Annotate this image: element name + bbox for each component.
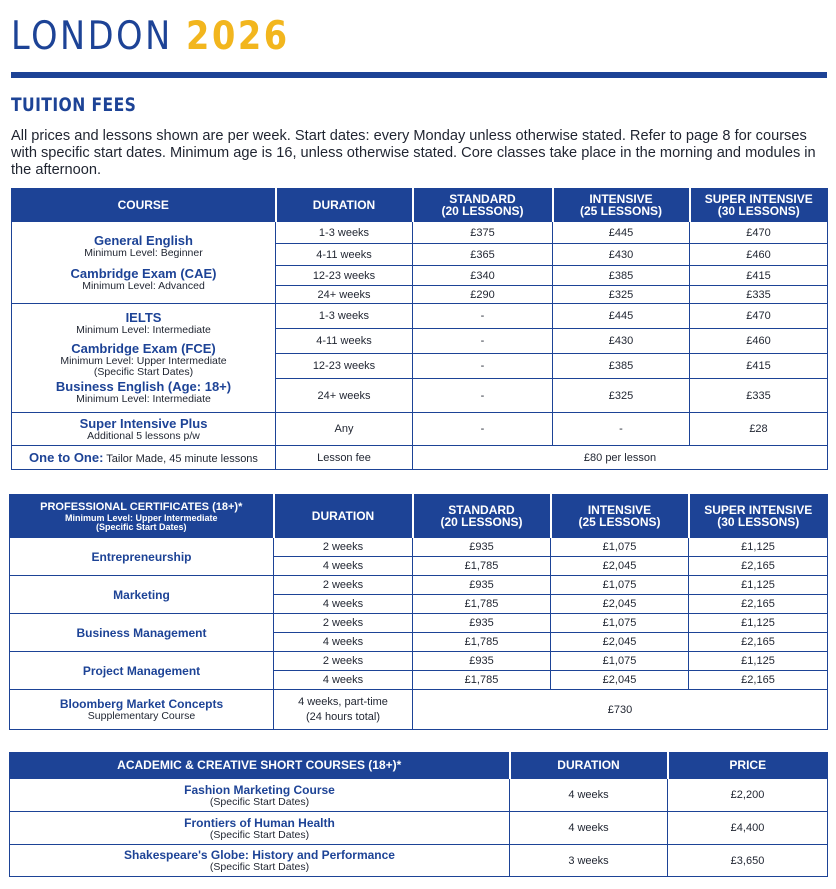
header-standard-sub: (20 LESSONS) bbox=[440, 515, 523, 529]
duration-cell: 1-3 weeks bbox=[276, 304, 413, 329]
duration-cell: 4-11 weeks bbox=[276, 244, 413, 266]
duration-cell: 4 weeks bbox=[274, 595, 413, 614]
duration-cell bbox=[274, 690, 413, 730]
price-cell: - bbox=[413, 379, 553, 413]
course-name: Cambridge Exam (FCE) bbox=[71, 341, 216, 356]
price-cell: £385 bbox=[553, 266, 690, 286]
price-cell: £385 bbox=[553, 354, 690, 379]
header-course-sub2: (Specific Start Dates) bbox=[95, 521, 187, 532]
header-standard-label: STANDARD bbox=[449, 191, 516, 206]
price-cell: £2,165 bbox=[689, 671, 828, 690]
price-cell: £325 bbox=[553, 379, 690, 413]
duration-cell: 2 weeks bbox=[274, 652, 413, 671]
duration-cell: 4 weeks bbox=[510, 779, 668, 812]
header-course-sub1: Minimum Level: Upper Intermediate bbox=[64, 512, 218, 523]
short-courses-table bbox=[9, 752, 828, 877]
price-cell: £1,125 bbox=[689, 538, 828, 557]
table-row bbox=[12, 222, 828, 244]
price-cell: £375 bbox=[413, 222, 553, 244]
table-row bbox=[10, 779, 828, 812]
course-name: Marketing bbox=[10, 576, 274, 614]
price-cell: £935 bbox=[413, 538, 551, 557]
price-cell: £28 bbox=[690, 413, 828, 446]
course-cell bbox=[10, 779, 510, 812]
price-cell: £290 bbox=[413, 286, 553, 304]
duration-cell: Lesson fee bbox=[276, 446, 413, 470]
duration-cell: 12-23 weeks bbox=[276, 354, 413, 379]
price-cell: £1,785 bbox=[413, 671, 551, 690]
price-cell: £2,165 bbox=[689, 633, 828, 652]
price-cell: £2,045 bbox=[551, 595, 689, 614]
table-row bbox=[10, 845, 828, 877]
course-name: IELTS bbox=[125, 310, 162, 325]
header-intensive-sub: (25 LESSONS) bbox=[579, 204, 663, 218]
title-rule bbox=[11, 72, 827, 78]
course-name: General English bbox=[94, 232, 193, 248]
price-cell: £2,045 bbox=[551, 633, 689, 652]
duration-cell: 2 weeks bbox=[274, 576, 413, 595]
course-min-level: Minimum Level: Advanced bbox=[82, 279, 205, 292]
price-cell: £1,075 bbox=[551, 652, 689, 671]
header-super-sub: (30 LESSONS) bbox=[717, 515, 800, 529]
price-cell: £340 bbox=[413, 266, 553, 286]
duration-cell: 4 weeks bbox=[274, 557, 413, 576]
price-cell: £1,075 bbox=[551, 576, 689, 595]
table-row bbox=[10, 812, 828, 845]
course-note: Additional 5 lessons p/w bbox=[87, 429, 200, 442]
duration-cell: Any bbox=[276, 413, 413, 446]
course-name: Cambridge Exam (CAE) bbox=[70, 265, 217, 281]
header-price: PRICE bbox=[668, 753, 828, 779]
duration-sub: (24 hours total) bbox=[306, 711, 380, 723]
price-cell: £430 bbox=[553, 329, 690, 354]
price-cell: - bbox=[413, 354, 553, 379]
course-cell bbox=[10, 812, 510, 845]
price-cell: - bbox=[413, 329, 553, 354]
table-row bbox=[10, 538, 828, 557]
header-super-label: SUPER INTENSIVE bbox=[704, 502, 813, 517]
tuition-table bbox=[11, 188, 828, 470]
table-header-row bbox=[10, 753, 828, 779]
price-cell: £4,400 bbox=[668, 812, 828, 845]
course-name: One to One: bbox=[29, 449, 104, 465]
table-row bbox=[10, 614, 828, 633]
price-cell: £470 bbox=[690, 304, 828, 329]
price-cell: £1,125 bbox=[689, 652, 828, 671]
header-super-sub: (30 LESSONS) bbox=[717, 204, 800, 218]
course-name: Business English (Age: 18+) bbox=[55, 379, 232, 394]
course-start-note: (Specific Start Dates) bbox=[209, 861, 310, 873]
professional-certificates-table bbox=[9, 494, 828, 730]
price-cell: £2,045 bbox=[551, 671, 689, 690]
duration-cell: 12-23 weeks bbox=[276, 266, 413, 286]
course-min-level: Minimum Level: Intermediate bbox=[76, 324, 211, 336]
table-header-row bbox=[10, 495, 828, 538]
price-cell: £460 bbox=[690, 244, 828, 266]
course-name: Shakespeare's Globe: History and Performance bbox=[124, 848, 395, 862]
price-cell: £1,125 bbox=[689, 576, 828, 595]
header-intensive-label: INTENSIVE bbox=[589, 191, 653, 206]
intro-text: All prices and lessons shown are per week. Start dates: every Monday unless otherwise stated. Refer to page 8 for courses with specific start dates. Minimum age is 16, unless otherwise stated. Core classes take place in the morning and modules in the afternoon. bbox=[11, 128, 816, 178]
section-title: TUITION FEES bbox=[11, 94, 137, 116]
header-intensive-sub: (25 LESSONS) bbox=[578, 515, 661, 529]
course-start-note: (Specific Start Dates) bbox=[93, 366, 194, 378]
header-standard bbox=[413, 189, 553, 222]
course-cell bbox=[10, 845, 510, 877]
price-cell: £415 bbox=[690, 354, 828, 379]
header-super-label: SUPER INTENSIVE bbox=[704, 191, 813, 206]
price-cell: - bbox=[553, 413, 690, 446]
price-cell: £325 bbox=[553, 286, 690, 304]
header-standard-sub: (20 LESSONS) bbox=[441, 204, 524, 218]
price-cell: £935 bbox=[413, 614, 551, 633]
price-cell: £470 bbox=[690, 222, 828, 244]
table-row bbox=[12, 413, 828, 446]
price-cell: £935 bbox=[413, 576, 551, 595]
course-start-note: (Specific Start Dates) bbox=[209, 828, 310, 841]
header-duration: DURATION bbox=[274, 495, 413, 538]
course-name: Business Management bbox=[10, 614, 274, 652]
price-cell: £80 per lesson bbox=[413, 446, 828, 470]
price-cell: £415 bbox=[690, 266, 828, 286]
duration-cell: 2 weeks bbox=[274, 614, 413, 633]
table-row bbox=[10, 652, 828, 671]
duration-cell: 4 weeks bbox=[274, 671, 413, 690]
price-cell: £460 bbox=[690, 329, 828, 354]
header-standard-label: STANDARD bbox=[448, 502, 515, 517]
header-course-label: PROFESSIONAL CERTIFICATES (18+)* bbox=[40, 501, 243, 514]
header-super bbox=[690, 189, 828, 222]
header-intensive-label: INTENSIVE bbox=[587, 502, 652, 517]
duration-main: 4 weeks, part-time bbox=[298, 696, 388, 708]
header-intensive bbox=[551, 495, 689, 538]
course-cell-bloomberg bbox=[10, 690, 274, 730]
price-cell: £3,650 bbox=[668, 845, 828, 877]
price-cell: £335 bbox=[690, 379, 828, 413]
price-cell: £2,165 bbox=[689, 595, 828, 614]
price-cell: £1,125 bbox=[689, 614, 828, 633]
price-cell: £1,075 bbox=[551, 538, 689, 557]
price-cell: £335 bbox=[690, 286, 828, 304]
duration-cell: 1-3 weeks bbox=[276, 222, 413, 244]
duration-cell: 24+ weeks bbox=[276, 379, 413, 413]
course-name: Entrepreneurship bbox=[10, 538, 274, 576]
price-cell: - bbox=[413, 413, 553, 446]
price-cell: £730 bbox=[413, 690, 828, 730]
course-name: Fashion Marketing Course bbox=[184, 782, 335, 797]
table-row bbox=[10, 690, 828, 730]
duration-cell: 3 weeks bbox=[510, 845, 668, 877]
table-header-row bbox=[12, 189, 828, 222]
price-cell: - bbox=[413, 304, 553, 329]
course-min-level: Minimum Level: Beginner bbox=[84, 246, 203, 259]
header-course bbox=[10, 495, 274, 538]
title-city: LONDON bbox=[11, 14, 173, 59]
header-standard bbox=[413, 495, 551, 538]
header-course: COURSE bbox=[12, 189, 276, 222]
price-cell: £2,200 bbox=[668, 779, 828, 812]
duration-cell: 4-11 weeks bbox=[276, 329, 413, 354]
header-intensive bbox=[553, 189, 690, 222]
price-cell: £1,785 bbox=[413, 557, 551, 576]
course-min-level: Minimum Level: Upper Intermediate bbox=[60, 355, 227, 367]
duration-cell: 4 weeks bbox=[510, 812, 668, 845]
price-cell: £445 bbox=[553, 222, 690, 244]
table-row bbox=[12, 304, 828, 329]
header-course: ACADEMIC & CREATIVE SHORT COURSES (18+)* bbox=[10, 753, 510, 779]
course-name: Bloomberg Market Concepts bbox=[59, 697, 224, 711]
price-cell: £1,785 bbox=[413, 633, 551, 652]
course-note: Supplementary Course bbox=[87, 710, 196, 722]
price-cell: £2,045 bbox=[551, 557, 689, 576]
price-cell: £445 bbox=[553, 304, 690, 329]
table-row bbox=[10, 576, 828, 595]
course-min-level: Minimum Level: Intermediate bbox=[76, 393, 211, 405]
page-title bbox=[11, 14, 290, 60]
duration-cell: 24+ weeks bbox=[276, 286, 413, 304]
course-cell-ielts bbox=[12, 304, 276, 413]
price-cell: £2,165 bbox=[689, 557, 828, 576]
duration-cell: 2 weeks bbox=[274, 538, 413, 557]
course-cell-one-to-one bbox=[12, 446, 276, 470]
duration-cell: 4 weeks bbox=[274, 633, 413, 652]
course-name: Project Management bbox=[10, 652, 274, 690]
course-name: Super Intensive Plus bbox=[79, 415, 208, 431]
course-note: Tailor Made, 45 minute lessons bbox=[106, 452, 258, 465]
price-cell: £1,075 bbox=[551, 614, 689, 633]
course-cell-general bbox=[12, 222, 276, 304]
price-cell: £1,785 bbox=[413, 595, 551, 614]
title-year: 2026 bbox=[186, 14, 290, 59]
header-duration: DURATION bbox=[510, 753, 668, 779]
course-start-note: (Specific Start Dates) bbox=[209, 795, 310, 808]
price-cell: £365 bbox=[413, 244, 553, 266]
header-super bbox=[689, 495, 828, 538]
header-duration: DURATION bbox=[276, 189, 413, 222]
table-row bbox=[12, 446, 828, 470]
price-cell: £935 bbox=[413, 652, 551, 671]
price-cell: £430 bbox=[553, 244, 690, 266]
course-name: Frontiers of Human Health bbox=[184, 815, 335, 830]
course-cell-super-plus bbox=[12, 413, 276, 446]
